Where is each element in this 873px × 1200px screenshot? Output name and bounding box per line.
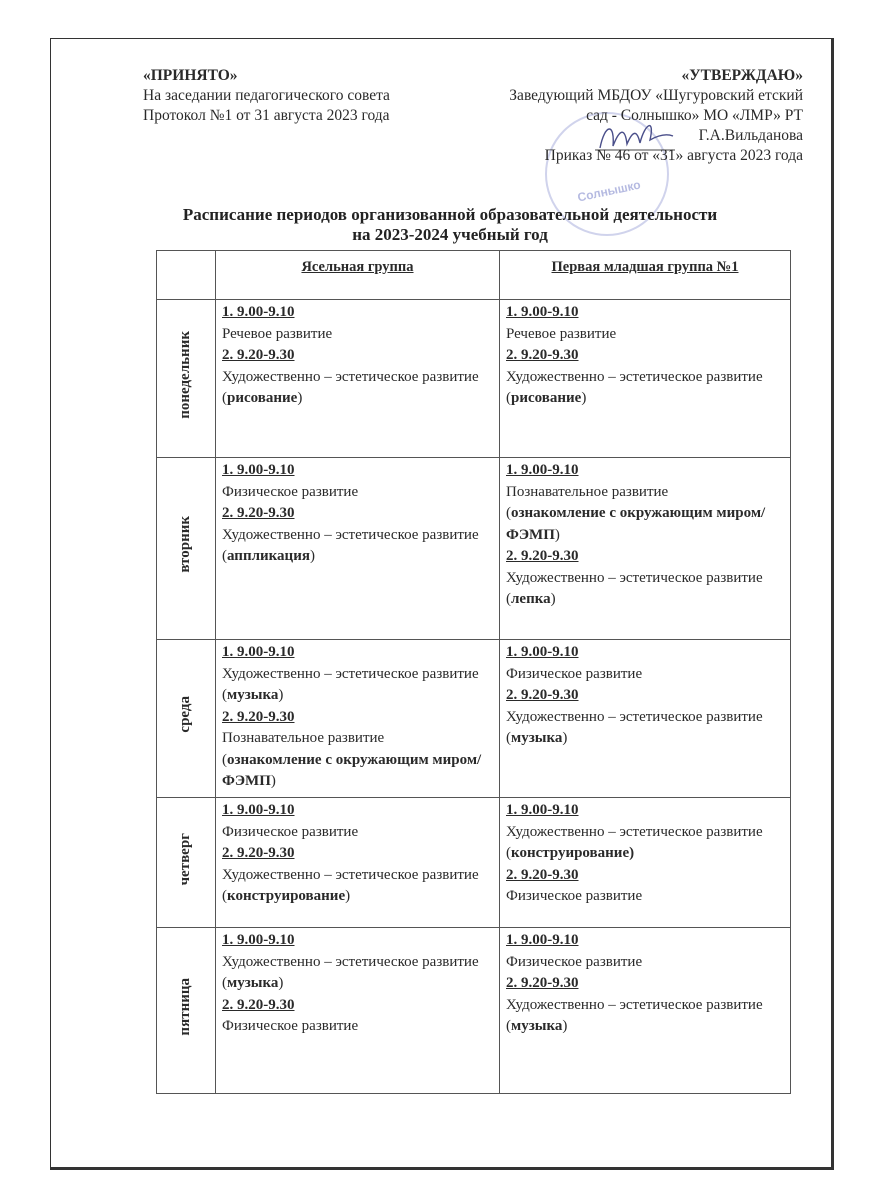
session-time: 1. 9.00-9.10 <box>222 644 295 660</box>
activity-text <box>506 886 784 908</box>
activity-area: ( <box>222 751 227 768</box>
activity-area: ) <box>278 975 284 991</box>
junior-group-cell <box>500 640 791 798</box>
activity-area: ( <box>506 390 511 406</box>
activity-area: Художественно – эстетическое развитие ( <box>222 368 479 406</box>
activity-text <box>506 324 784 346</box>
accepted-line: Протокол №1 от 31 августа 2023 года <box>143 107 390 124</box>
activity-area: ) <box>297 390 303 406</box>
activity-type: музыка <box>227 975 279 991</box>
activity-area: Физическое развитие <box>222 483 359 500</box>
session-time: 1. 9.00-9.10 <box>506 802 579 818</box>
nursery-group-cell <box>216 458 500 640</box>
accepted-block <box>143 66 390 126</box>
accepted-heading: «ПРИНЯТО» <box>143 67 238 84</box>
activity-type: конструирование <box>227 888 346 904</box>
approved-line: Заведующий МБДОУ «Шугуровский етский <box>509 87 803 104</box>
activity-area: Художественно – эстетическое развитие ( <box>222 665 479 703</box>
activity-area: Художественно – эстетическое развитие ( <box>506 823 763 861</box>
session-time: 2. 9.20-9.30 <box>506 687 579 703</box>
session-time: 2. 9.20-9.30 <box>506 866 579 883</box>
activity-area: Познавательное развитие <box>506 483 669 500</box>
stamp-text: Солнышко <box>576 177 642 205</box>
activity-text <box>506 995 784 1038</box>
activity-text <box>222 1016 493 1038</box>
activity-area: Художественно – эстетическое развитие ( <box>506 569 763 607</box>
activity-area: ) <box>270 773 276 789</box>
session-time: 1. 9.00-9.10 <box>506 932 579 948</box>
table-row <box>157 458 791 640</box>
session-time: 1. 9.00-9.10 <box>222 802 295 818</box>
nursery-group-cell <box>216 300 500 458</box>
session-time: 1. 9.00-9.10 <box>506 462 579 478</box>
table-row <box>157 798 791 928</box>
activity-text <box>506 367 784 389</box>
activity-area: ( <box>506 505 511 521</box>
activity-type: ознакомление с окружающим миром/ФЭМП <box>222 751 482 789</box>
day-label: пятница <box>177 977 194 1036</box>
activity-area: ) <box>581 390 587 406</box>
activity-type: конструирование) <box>511 845 635 861</box>
column-header-day <box>157 251 216 300</box>
session-time: 2. 9.20-9.30 <box>506 975 579 991</box>
activity-area: ) <box>562 730 568 746</box>
session-time: 1. 9.00-9.10 <box>506 644 579 660</box>
activity-type: лепка <box>511 591 551 607</box>
activity-area: ) <box>562 1018 568 1034</box>
approved-block <box>509 66 803 166</box>
activity-text <box>506 952 784 974</box>
title-line: на 2023-2024 учебный год <box>352 225 548 244</box>
activity-area: Речевое развитие <box>222 325 333 342</box>
day-cell <box>157 928 216 1094</box>
column-header-junior: Первая младшая группа №1 <box>500 251 791 300</box>
junior-group-cell <box>500 300 791 458</box>
activity-text <box>506 388 784 410</box>
activity-text <box>506 482 784 504</box>
activity-type: музыка <box>511 730 563 746</box>
junior-group-cell <box>500 928 791 1094</box>
table-row <box>157 640 791 798</box>
accepted-line: На заседании педагогического совета <box>143 87 390 104</box>
activity-text <box>222 664 493 707</box>
approved-line: сад - Солнышко» МО «ЛМР» РТ <box>586 107 803 124</box>
session-time: 1. 9.00-9.10 <box>222 304 295 320</box>
activity-text <box>506 707 784 750</box>
nursery-group-cell <box>216 640 500 798</box>
day-cell <box>157 798 216 928</box>
activity-area: Физическое развитие <box>506 953 643 970</box>
activity-area: ) <box>554 526 560 543</box>
table-row <box>157 928 791 1094</box>
activity-area: Физическое развитие <box>222 823 359 840</box>
activity-text <box>506 822 784 865</box>
day-cell <box>157 458 216 640</box>
nursery-group-cell <box>216 798 500 928</box>
activity-area: Художественно – эстетическое развитие ( <box>222 866 479 904</box>
activity-text <box>222 750 493 793</box>
day-label: понедельник <box>177 330 194 419</box>
approved-signer: Г.А.Вильданова <box>698 127 803 144</box>
activity-type: музыка <box>227 687 279 703</box>
table-row <box>157 300 791 458</box>
table-header-row <box>157 251 791 300</box>
activity-area: Художественно – эстетическое развитие ( <box>506 996 763 1034</box>
day-cell <box>157 300 216 458</box>
schedule-table <box>156 250 791 1094</box>
activity-text <box>222 728 493 750</box>
session-time: 2. 9.20-9.30 <box>222 708 295 725</box>
day-label: четверг <box>177 832 194 885</box>
activity-text <box>222 482 493 504</box>
activity-area: Познавательное развитие <box>222 730 385 746</box>
activity-area: ) <box>550 591 556 607</box>
activity-area: Речевое развитие <box>506 325 617 342</box>
session-time: 2. 9.20-9.30 <box>222 845 295 861</box>
activity-area: ) <box>345 888 351 904</box>
activity-type: рисование <box>511 390 582 406</box>
day-cell <box>157 640 216 798</box>
activity-area: Физическое развитие <box>222 1018 359 1034</box>
session-time: 1. 9.00-9.10 <box>222 932 295 948</box>
activity-text <box>222 367 493 410</box>
activity-text <box>222 865 493 908</box>
activity-text <box>222 952 493 995</box>
activity-text <box>506 503 784 546</box>
approved-heading: «УТВЕРЖДАЮ» <box>681 67 803 84</box>
activity-area: Художественно – эстетическое развитие <box>506 368 763 385</box>
junior-group-cell <box>500 798 791 928</box>
day-label: вторник <box>177 516 194 574</box>
activity-type: ознакомление с окружающим миром/ФЭМП <box>506 505 766 543</box>
activity-area: Физическое развитие <box>506 888 643 904</box>
activity-area: ) <box>309 548 315 564</box>
session-time: 2. 9.20-9.30 <box>506 548 579 564</box>
activity-text <box>506 568 784 611</box>
activity-text <box>222 525 493 568</box>
session-time: 1. 9.00-9.10 <box>222 462 295 478</box>
title-line: Расписание периодов организованной образовательной деятельности <box>182 205 718 224</box>
activity-text <box>222 822 493 844</box>
activity-type: музыка <box>511 1018 563 1034</box>
activity-area: ) <box>278 687 284 703</box>
session-time: 1. 9.00-9.10 <box>506 304 579 320</box>
session-time: 2. 9.20-9.30 <box>222 996 295 1013</box>
nursery-group-cell <box>216 928 500 1094</box>
activity-area: Художественно – эстетическое развитие ( <box>222 526 479 564</box>
activity-area: Физическое развитие <box>506 665 643 682</box>
junior-group-cell <box>500 458 791 640</box>
approved-order: Приказ № 46 от «31» августа 2023 года <box>544 147 803 164</box>
activity-type: аппликация <box>227 548 310 564</box>
activity-text <box>222 324 493 346</box>
document-title <box>80 205 820 245</box>
session-time: 2. 9.20-9.30 <box>222 505 295 521</box>
activity-text <box>506 664 784 686</box>
activity-type: рисование <box>227 390 298 406</box>
day-label: среда <box>177 696 194 734</box>
session-time: 2. 9.20-9.30 <box>222 347 295 363</box>
activity-area: Художественно – эстетическое развитие ( <box>222 953 479 991</box>
column-header-nursery: Ясельная группа <box>216 251 500 300</box>
session-time: 2. 9.20-9.30 <box>506 347 579 363</box>
activity-area: Художественно – эстетическое развитие ( <box>506 708 763 746</box>
